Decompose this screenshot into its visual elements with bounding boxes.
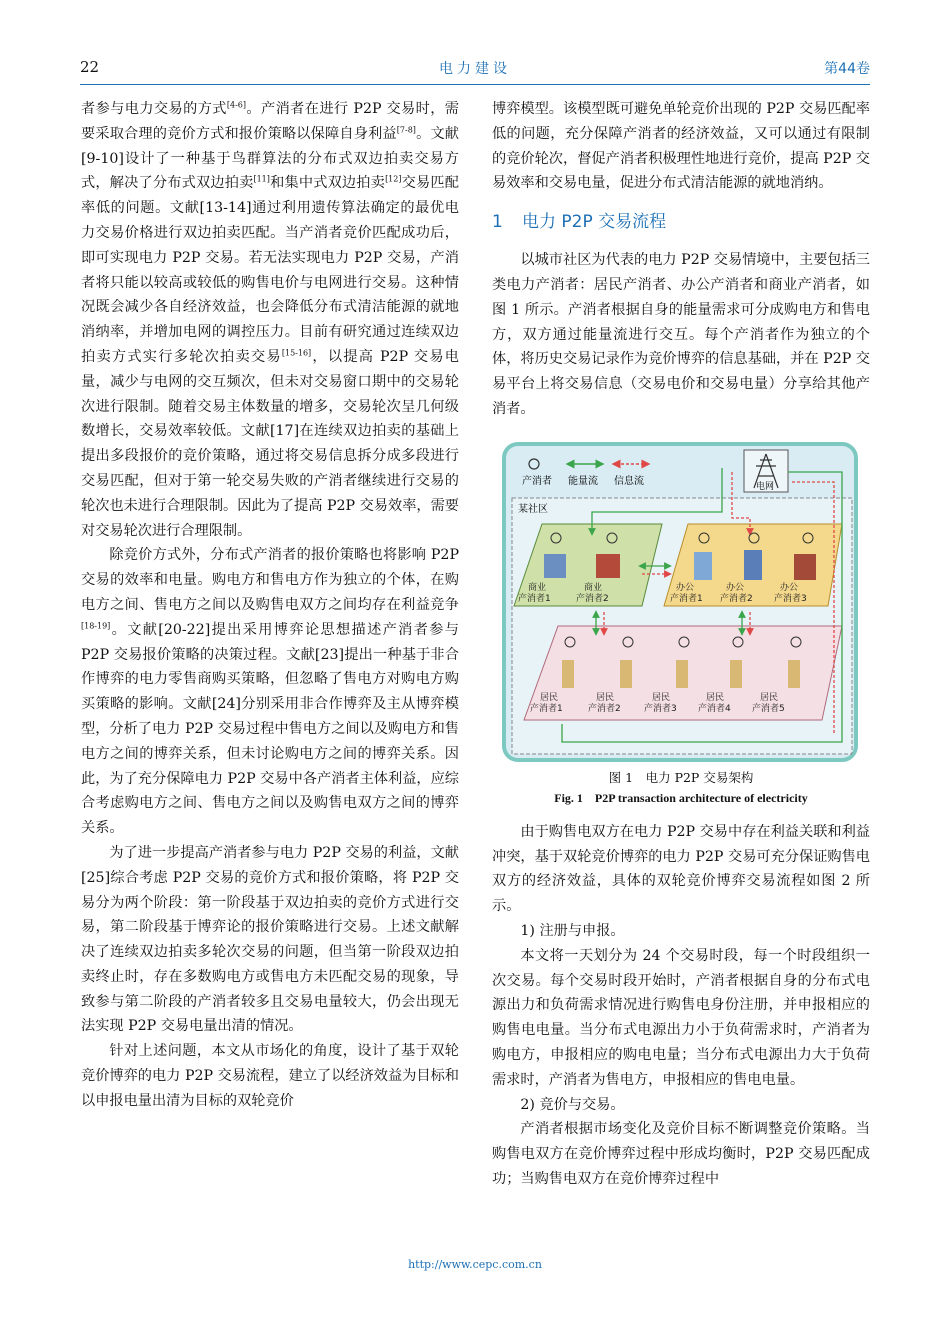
figure-caption-cn: 图 1 电力 P2P 交易架构 — [608, 769, 754, 785]
page-number: 22 — [80, 58, 100, 76]
svg-text:产消者1: 产消者1 — [518, 593, 551, 604]
svg-text:产消者4: 产消者4 — [698, 703, 731, 714]
paragraph: 博弈模型。该模型既可避免单轮竞价出现的 P2P 交易匹配率低的问题，充分保障产消者的经济效益，又可以通过有限制的竞价轮次，督促产消者积极理性地进行竞价，提高 P2P 交易效率和交易电量，促进分布式清洁能源的就地消纳。 — [492, 101, 870, 192]
subheading: 1) 注册与申报。 — [520, 922, 625, 939]
commercial-label-2: 商业 — [584, 582, 603, 593]
legend-prosumer: 产消者 — [522, 475, 552, 487]
office-label-1: 办公 — [676, 582, 695, 593]
residential-label-2: 居民 — [596, 692, 615, 703]
subheading: 2) 竞价与交易。 — [520, 1096, 625, 1113]
office-label-3: 办公 — [780, 582, 799, 593]
header-rule — [80, 84, 870, 85]
svg-text:产消者2: 产消者2 — [588, 703, 621, 714]
figure-caption-en: Fig. 1 P2P transaction architecture of electricity — [554, 790, 808, 805]
commercial-label-1: 商业 — [528, 582, 547, 593]
grid-tower-icon — [744, 450, 788, 492]
residential-label-4: 居民 — [706, 692, 725, 703]
paragraph: 除竞价方式外，分布式产消者的报价策略也将影响 P2P 交易的效率和电量。购电方和售电方作为独立的个体，在购电方之间、售电方之间以及购售电双方之间均存在利益竞争[18-19]。文献[20-22]提出采用博弈论思想描述产消者参与 P2P 交易报价策略的决策过程。文献[23]提出一种基于非合作博弈的电力零售商购买策略，但忽略了售电方对购电方购买策略的影响。文献[24]分别采用非合作博弈及主从博弈模型，分析了电力 P2P 交易过程中售电方之间以及购电方和售电方之间的博弈关系，但未讨论购电方之间的博弈关系。因此，为了充分保障电力 P2P 交易中各产消者主体利益，应综合考虑购电方之间、售电方之间以及购售电双方之间的博弈关系。 — [81, 547, 459, 837]
residential-label-5: 居民 — [760, 692, 779, 703]
right-column — [492, 97, 870, 1192]
svg-text:产消者1: 产消者1 — [670, 593, 703, 604]
left-column — [81, 97, 459, 1114]
svg-text:产消者3: 产消者3 — [644, 703, 677, 714]
residential-label-3: 居民 — [652, 692, 671, 703]
paragraph: 以城市社区为代表的电力 P2P 交易情境中，主要包括三类电力产消者：居民产消者、办公产消者和商业产消者，如图 1 所示。产消者根据自身的能量需求可分成购电方和售电方，双方通过能量流进行交互。每个产消者作为独立的个体，将历史交易记录作为竞价博弈的信息基础，并在 P2P 交易平台上将交易信息（交易电价和交易电量）分享给其他产消者。 — [492, 252, 870, 417]
paragraph: 由于购售电双方在电力 P2P 交易中存在利益关联和利益冲突，基于双轮竞价博弈的电力 P2P 交易可充分保证购售电双方的经济效益，具体的双轮竞价博弈交易流程如图 2 所示。 — [492, 823, 870, 915]
section-heading: 1 电力 P2P 交易流程 — [492, 212, 667, 233]
footer-url: http://www.cepc.com.cn — [408, 1258, 542, 1271]
p2p-architecture-diagram — [492, 442, 870, 762]
legend-info: 信息流 — [614, 475, 644, 487]
grid-label: 电网 — [756, 481, 775, 492]
office-label-2: 办公 — [726, 582, 745, 593]
legend-energy: 能量流 — [568, 475, 598, 487]
figure-1 — [492, 442, 870, 762]
paragraph: 针对上述问题，本文从市场化的角度，设计了基于双轮竞价博弈的电力 P2P 交易流程，建立了以经济效益为目标和以申报电量出清为目标的双轮竞价 — [81, 1043, 459, 1109]
journal-title: 电力建设 — [439, 61, 511, 77]
svg-text:产消者2: 产消者2 — [720, 593, 753, 604]
svg-text:产消者1: 产消者1 — [530, 703, 563, 714]
community-label: 某社区 — [518, 503, 548, 515]
paragraph: 者参与电力交易的方式[4-6]。产消者在进行 P2P 交易时，需要采取合理的竞价方式和报价策略以保障自身利益[7-8]。文献[9-10]设计了一种基于鸟群算法的分布式双边拍卖交易方式，解决了分布式双边拍卖[11]和集中式双边拍卖[12]交易匹配率低的问题。文献[13-14]通过利用遗传算法确定的最优电力交易价格进行双边拍卖匹配。当产消者竞价匹配成功后，即可实现电力 P2P 交易。若无法实现电力 P2P 交易，产消者将只能以较高或较低的购售电价与电网进行交易。这种情况既会减少各自经济效益，也会降低分布式清洁能源的就地消纳率，并增加电网的调控压力。目前有研究通过连续双边拍卖方式实行多轮次拍卖交易[15-16]，以提高 P2P 交易电量，减少与电网的交互频次，但未对交易窗口期中的交易轮次进行限制。随着交易主体数量的增多，交易轮次呈几何级数增长，交易效率较低。文献[17]在连续双边拍卖的基础上提出多段报价的竞价策略，通过将交易信息拆分成多段进行交易匹配，但对于第一轮交易失败的产消者继续进行交易的轮次也未进行合理限制。因此为了提高 P2P 交易效率，需要对交易轮次进行合理限制。 — [81, 100, 459, 539]
svg-text:产消者3: 产消者3 — [774, 593, 807, 604]
svg-text:产消者2: 产消者2 — [576, 593, 609, 604]
paragraph: 本文将一天划分为 24 个交易时段，每一个时段组织一次交易。每个交易时段开始时，产消者根据自身的分布式电源出力和负荷需求情况进行购售电身份注册，并申报相应的购售电电量。当分布式电源出力小于负荷需求时，产消者为购电方，申报相应的购电电量；当分布式电源出力大于负荷需求时，产消者为售电方，申报相应的售电电量。 — [492, 947, 870, 1088]
paragraph: 为了进一步提高产消者参与电力 P2P 交易的利益，文献[25]综合考虑 P2P 交易的竞价方式和报价策略，将 P2P 交易分为两个阶段：第一阶段基于双边拍卖的竞价方式进行交易，第二阶段基于博弈论的报价策略进行交易。上述文献解决了连续双边拍卖多轮次交易的问题，但当第一阶段双边拍卖终止时，存在多数购电方或售电方未匹配交易的现象，导致参与第二阶段的产消者较多且交易电量较大，仍会出现无法实现 P2P 交易电量出清的情况。 — [81, 844, 459, 1035]
volume-label: 第44卷 — [824, 61, 870, 77]
paragraph: 产消者根据市场变化及竞价目标不断调整竞价策略。当购售电双方在竞价博弈过程中形成均衡时，P2P 交易匹配成功；当购售电双方在竞价博弈过程中 — [492, 1121, 870, 1187]
residential-label-1: 居民 — [540, 692, 559, 703]
svg-text:产消者5: 产消者5 — [752, 703, 785, 714]
